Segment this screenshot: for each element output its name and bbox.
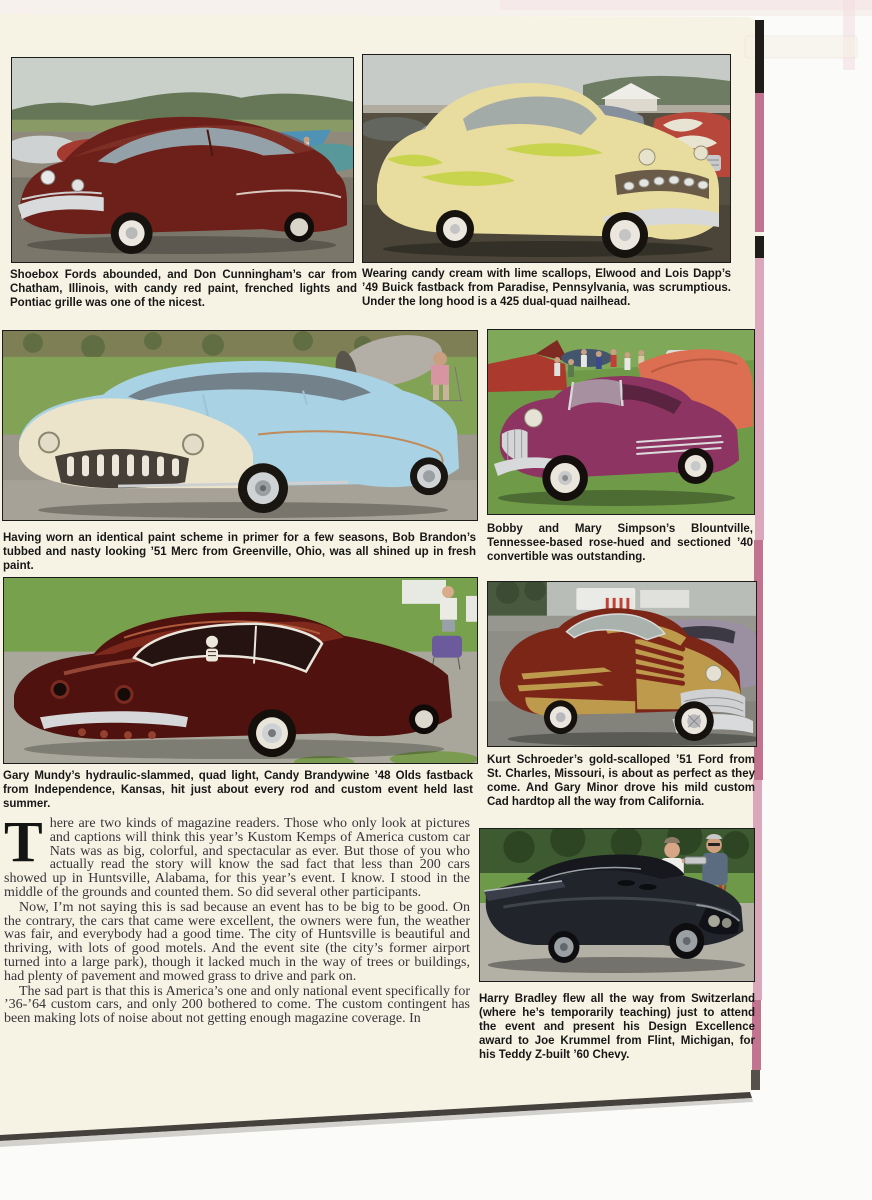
caption-buick-fastback: Wearing candy cream with lime scallops, Elwood and Lois Dapp’s ’49 Buick fastback from Paradise, Pennsylvania, was scrumptious. Under the long hood is a 425 dual-quad nailhead. bbox=[362, 268, 731, 308]
caption-shoebox-ford: Shoebox Fords abounded, and Don Cunningham’s car from Chatham, Illinois, with candy red paint, frenched lights and Pontiac grille was one of the nicest. bbox=[10, 269, 357, 309]
photo-blue-merc bbox=[2, 330, 478, 521]
photo-buick-fastback-scene bbox=[363, 55, 730, 262]
drop-cap: T bbox=[4, 809, 43, 874]
photo-brandywine-olds bbox=[3, 577, 478, 764]
photo-shoebox-ford-scene bbox=[12, 58, 353, 262]
article-paragraph: Now, I’m not saying this is sad because an event has to be big to be good. On the contrary, the cars that came were excellent, the owners were fun, the weather was fair, and everybody had a good time. The city of Huntsville is beautiful and thriving, with lots of good motels. And the event site (the city’s former airport turned into a large park), though it lacked much in the way of trees or buildings, had plenty of pavement and mowed grass to drive and park on. bbox=[4, 899, 470, 984]
photo-rose-convertible-scene bbox=[488, 330, 754, 514]
design-excellence-award bbox=[685, 857, 706, 864]
photo-buick-fastback bbox=[362, 54, 731, 263]
photo-shoebox-ford bbox=[11, 57, 354, 263]
caption-blue-merc: Having worn an identical paint scheme in primer for a few seasons, Bob Brandon’s tubbed and nasty looking ’51 Merc from Greenville, Ohio, was all shined up in fresh paint. bbox=[3, 532, 476, 572]
photo-black-chevy-scene bbox=[480, 829, 754, 981]
photo-gold-scalloped-ford bbox=[487, 581, 757, 747]
caption-gold-ford: Kurt Schroeder’s gold-scalloped ’51 Ford from St. Charles, Missouri, is about as perfect as they come. And Gary Minor drove his mild custom Cad hardtop all the way from California. bbox=[487, 754, 755, 808]
article-paragraph: The sad part is that this is America’s one and only national event specifically for ’36-’64 custom cars, and only 200 bothered to come. The custom contingent has been making lots of noise about not getting enough magazine coverage. In bbox=[4, 983, 470, 1027]
photo-blue-merc-scene bbox=[3, 331, 477, 520]
article-paragraph: There are two kinds of magazine readers. Those who only look at pictures and captions will think this year’s Kustom Kemps of America custom car Nats was as big, colorful, and spectacular as ever. But those of you who actually read the story will know the sad fact that less than 200 cars showed up in Huntsville, Alabama, for this year’s event. I know. I stood in the middle of the grounds and counted them. So did several other participants. bbox=[4, 809, 470, 900]
caption-brandywine-olds: Gary Mundy’s hydraulic-slammed, quad light, Candy Brandywine ’48 Olds fastback from Independence, Kansas, hit just about every rod and custom event held last summer. bbox=[3, 770, 473, 810]
photo-brandywine-olds-scene bbox=[4, 578, 477, 763]
photo-rose-convertible bbox=[487, 329, 755, 515]
caption-black-chevy: Harry Bradley flew all the way from Switzerland (where he’s temporarily teaching) just to attend the event and present his Design Excellence award to Joe Krummel from Flint, Michigan, for his Teddy Z-built ’60 Chevy. bbox=[479, 993, 755, 1061]
caption-rose-convertible: Bobby and Mary Simpson’s Blountville, Tennessee-based rose-hued and sectioned ’40 convertible was outstanding. bbox=[487, 523, 753, 563]
article-body bbox=[4, 809, 470, 1027]
photo-black-chevy-award bbox=[479, 828, 755, 982]
photo-gold-scalloped-ford-scene bbox=[488, 582, 756, 746]
